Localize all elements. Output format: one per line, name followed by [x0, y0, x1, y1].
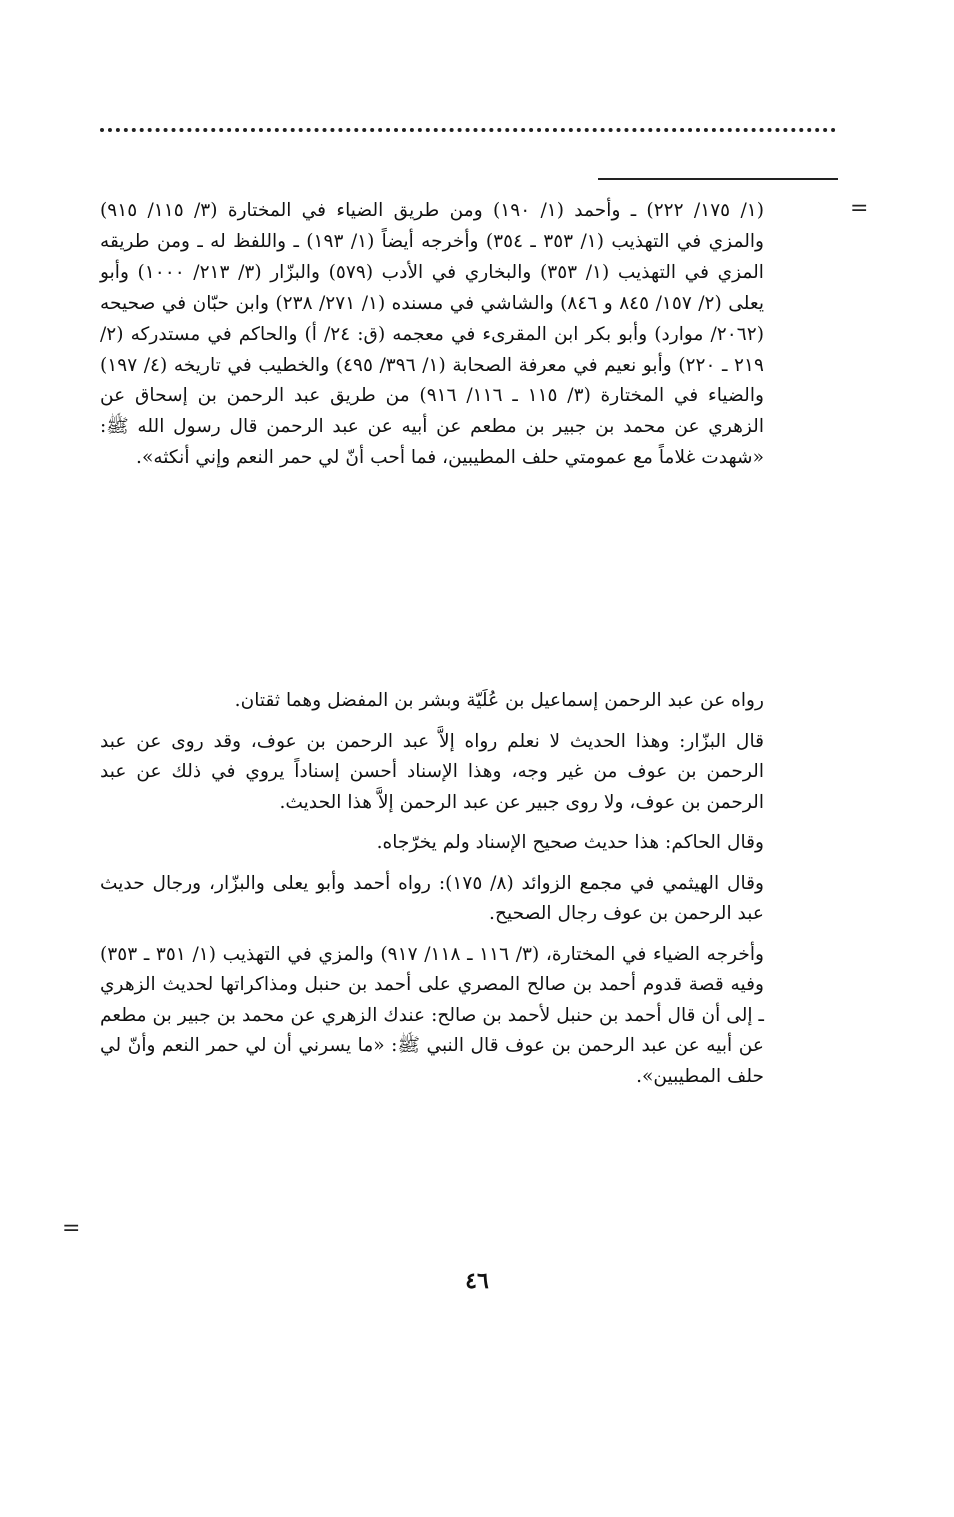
paragraph-haythami: وقال الهيثمي في مجمع الزوائد (٨/ ١٧٥): رواه أحمد وأبو يعلى والبزّار، ورجال حديث عبد الرحمن بن عوف رجال الصحيح.: [100, 872, 764, 924]
paragraph-hakim: وقال الحاكم: هذا حديث صحيح الإسناد ولم يخرّجاه.: [376, 832, 764, 853]
paragraph-diya: وأخرجه الضياء في المختارة، (٣/ ١١٦ ـ ١١٨/ ٩١٧) والمزي في التهذيب (١/ ٣٥١ ـ ٣٥٣) وفيه قصة قدوم أحمد بن صالح المصري على أحمد بن حنبل ومذاكراتها لحديث الزهري ـ إلى أن قال أحمد بن حنبل لأحمد بن صالح: عندك الزهري عن محمد بن جبير بن مطعم عن أبيه عن عبد الرحمن بن عوف قال النبي ﷺ: «ما يسرني أن لي حمر النعم وأنّ لي حلف المطيبين».: [100, 943, 764, 1087]
page-number: ٤٦: [465, 1268, 489, 1294]
main-text: [100, 686, 764, 1102]
continuation-marker-top: =: [850, 196, 869, 221]
footnote-block: [100, 196, 764, 474]
footnote-rule: [598, 178, 838, 180]
footnote-text: (١/ ١٧٥/ ٢٢٢) ـ وأحمد (١/ ١٩٠) ومن طريق الضياء في المختارة (٣/ ١١٥/ ٩١٥) والمزي في التهذيب (١/ ٣٥٣ ـ ٣٥٤) وأخرجه أيضاً (١/ ١٩٣) ـ واللفظ له ـ ومن طريقه المزي في التهذيب (١/ ٣٥٣) والبخاري في الأدب (٥٧٩) والبزّار (٣/ ٢١٣/ ١٠٠٠) وأبو يعلى (٢/ ١٥٧/ ٨٤٥ و ٨٤٦) والشاشي في مسنده (١/ ٢٧١/ ٢٣٨) وابن حبّان في صحيحه (٢٠٦٢/ موارد) وأبو بكر ابن المقرىء في معجمه (ق: ٢٤/ أ) والحاكم في مستدركه (٢/ ٢١٩ ـ ٢٢٠) وأبو نعيم في معرفة الصحابة (١/ ٣٩٦/ ٤٩٥) والخطيب في تاريخه (٤/ ١٩٧) والضياء في المختارة (٣/ ١١٥ ـ ١١٦/ ٩١٦) من طريق عبد الرحمن بن إسحاق عن الزهري عن محمد بن جبير بن مطعم عن أبيه عن عبد الرحمن قال رسول الله ﷺ: «شهدت غلاماً مع عمومتي حلف المطيبين، فما أحب أنّ لي حمر النعم وإني أنكثه».: [100, 200, 765, 469]
paragraph-narration: رواه عن عبد الرحمن إسماعيل بن عُلَيّة وبشر بن المفضل وهما ثقتان.: [234, 690, 764, 711]
continuation-marker-bottom: =: [62, 1216, 81, 1241]
dotted-separator: [100, 128, 836, 132]
paragraph-bazzar: قال البزّار: وهذا الحديث لا نعلم رواه إلاَّ عبد الرحمن بن عوف، وقد روى عن عبد الرحمن بن عوف من غير وجه، وهذا الإسناد أحسن إسناداً يروي في ذلك عن عبد الرحمن بن عوف، ولا روى جبير عن عبد الرحمن إلاَّ هذا الحديث.: [100, 730, 765, 813]
